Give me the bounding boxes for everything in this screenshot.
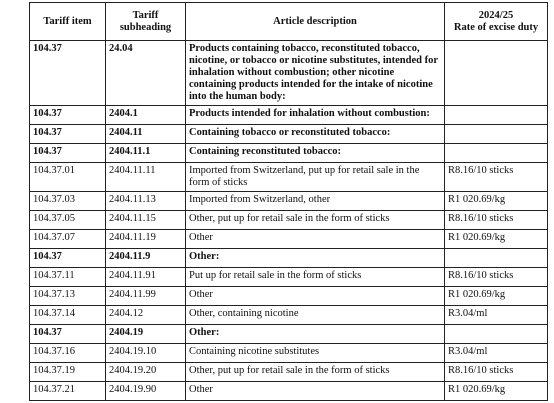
tariff-item-cell: 104.37.13 xyxy=(30,287,106,306)
tariff-subheading-cell: 2404.11.11 xyxy=(106,163,186,192)
excise-rate-cell xyxy=(445,249,548,268)
tariff-subheading-cell: 2404.19.10 xyxy=(106,344,186,363)
tariff-subheading-cell: 2404.11.19 xyxy=(106,230,186,249)
tariff-subheading-cell: 2404.19 xyxy=(106,325,186,344)
header-rate-year: 2024/25 xyxy=(478,9,514,21)
table-row xyxy=(30,41,548,106)
excise-rate-cell: R8.16/10 sticks xyxy=(445,211,548,230)
tariff-item-cell: 104.37 xyxy=(30,106,106,125)
table-body xyxy=(30,41,548,401)
table-row xyxy=(30,363,548,382)
tariff-item-cell: 104.37.05 xyxy=(30,211,106,230)
article-description-cell: Other, containing nicotine xyxy=(186,306,445,325)
article-description-cell: Imported from Switzerland, put up for retail sale in the form of sticks xyxy=(186,163,445,192)
header-article-description: Article description xyxy=(186,3,445,41)
article-description-cell: Other xyxy=(186,230,445,249)
table-header xyxy=(30,3,548,41)
table-row xyxy=(30,144,548,163)
tariff-item-cell: 104.37.01 xyxy=(30,163,106,192)
article-description-cell: Other: xyxy=(186,325,445,344)
article-description-cell: Containing reconstituted tobacco: xyxy=(186,144,445,163)
tariff-subheading-cell: 2404.19.90 xyxy=(106,382,186,401)
header-rate-of-excise-duty xyxy=(445,3,548,41)
excise-rate-cell xyxy=(445,325,548,344)
table-row xyxy=(30,249,548,268)
tariff-subheading-cell: 2404.11 xyxy=(106,125,186,144)
tariff-subheading-cell: 2404.11.91 xyxy=(106,268,186,287)
table-row xyxy=(30,230,548,249)
excise-rate-cell: R8.16/10 sticks xyxy=(445,268,548,287)
table-row xyxy=(30,192,548,211)
excise-rate-cell xyxy=(445,41,548,106)
table-row xyxy=(30,125,548,144)
article-description-cell: Other xyxy=(186,382,445,401)
tariff-subheading-cell: 2404.11.99 xyxy=(106,287,186,306)
tariff-item-cell: 104.37 xyxy=(30,144,106,163)
article-description-cell: Other: xyxy=(186,249,445,268)
tariff-subheading-cell: 2404.12 xyxy=(106,306,186,325)
excise-rate-cell: R8.16/10 sticks xyxy=(445,363,548,382)
tariff-item-cell: 104.37.16 xyxy=(30,344,106,363)
table-row xyxy=(30,287,548,306)
tariff-subheading-cell: 24.04 xyxy=(106,41,186,106)
excise-rate-cell xyxy=(445,125,548,144)
table-row xyxy=(30,211,548,230)
excise-rate-cell xyxy=(445,106,548,125)
article-description-cell: Products intended for inhalation without combustion: xyxy=(186,106,445,125)
tariff-subheading-cell: 2404.1 xyxy=(106,106,186,125)
tariff-subheading-cell: 2404.11.13 xyxy=(106,192,186,211)
article-description-cell: Other xyxy=(186,287,445,306)
article-description-cell: Products containing tobacco, reconstituted tobacco, nicotine, or tobacco or nicotine substitutes, intended for inhalation without combustion; other nicotine containing products intended for the intake of nicotine into the human body: xyxy=(186,41,445,106)
header-tariff-item: Tariff item xyxy=(30,3,106,41)
excise-rate-cell: R1 020.69/kg xyxy=(445,287,548,306)
tariff-item-cell: 104.37 xyxy=(30,125,106,144)
article-description-cell: Other, put up for retail sale in the form of sticks xyxy=(186,211,445,230)
table-row xyxy=(30,268,548,287)
tariff-item-cell: 104.37 xyxy=(30,325,106,344)
tariff-item-cell: 104.37.07 xyxy=(30,230,106,249)
excise-rate-cell xyxy=(445,144,548,163)
tariff-item-cell: 104.37 xyxy=(30,249,106,268)
excise-rate-cell: R8.16/10 sticks xyxy=(445,163,548,192)
header-tariff-subheading: Tariff subheading xyxy=(106,3,186,41)
excise-rate-cell: R3.04/ml xyxy=(445,344,548,363)
table-row xyxy=(30,382,548,401)
header-row xyxy=(30,3,548,41)
table-row xyxy=(30,106,548,125)
tariff-subheading-cell: 2404.19.20 xyxy=(106,363,186,382)
header-rate-label: Rate of excise duty xyxy=(453,21,539,33)
tariff-item-cell: 104.37.14 xyxy=(30,306,106,325)
excise-rate-cell: R1 020.69/kg xyxy=(445,230,548,249)
tariff-item-cell: 104.37 xyxy=(30,41,106,106)
table-row xyxy=(30,306,548,325)
article-description-cell: Other, put up for retail sale in the form of sticks xyxy=(186,363,445,382)
article-description-cell: Containing tobacco or reconstituted tobacco: xyxy=(186,125,445,144)
tariff-subheading-cell: 2404.11.1 xyxy=(106,144,186,163)
table-row xyxy=(30,325,548,344)
excise-rate-cell: R3.04/ml xyxy=(445,306,548,325)
excise-rate-cell: R1 020.69/kg xyxy=(445,382,548,401)
tariff-subheading-cell: 2404.11.9 xyxy=(106,249,186,268)
tariff-table xyxy=(29,2,548,401)
tariff-subheading-cell: 2404.11.15 xyxy=(106,211,186,230)
tariff-item-cell: 104.37.19 xyxy=(30,363,106,382)
article-description-cell: Put up for retail sale in the form of sticks xyxy=(186,268,445,287)
table-row xyxy=(30,163,548,192)
tariff-item-cell: 104.37.03 xyxy=(30,192,106,211)
article-description-cell: Containing nicotine substitutes xyxy=(186,344,445,363)
table-row xyxy=(30,344,548,363)
tariff-item-cell: 104.37.11 xyxy=(30,268,106,287)
tariff-item-cell: 104.37.21 xyxy=(30,382,106,401)
excise-rate-cell: R1 020.69/kg xyxy=(445,192,548,211)
article-description-cell: Imported from Switzerland, other xyxy=(186,192,445,211)
